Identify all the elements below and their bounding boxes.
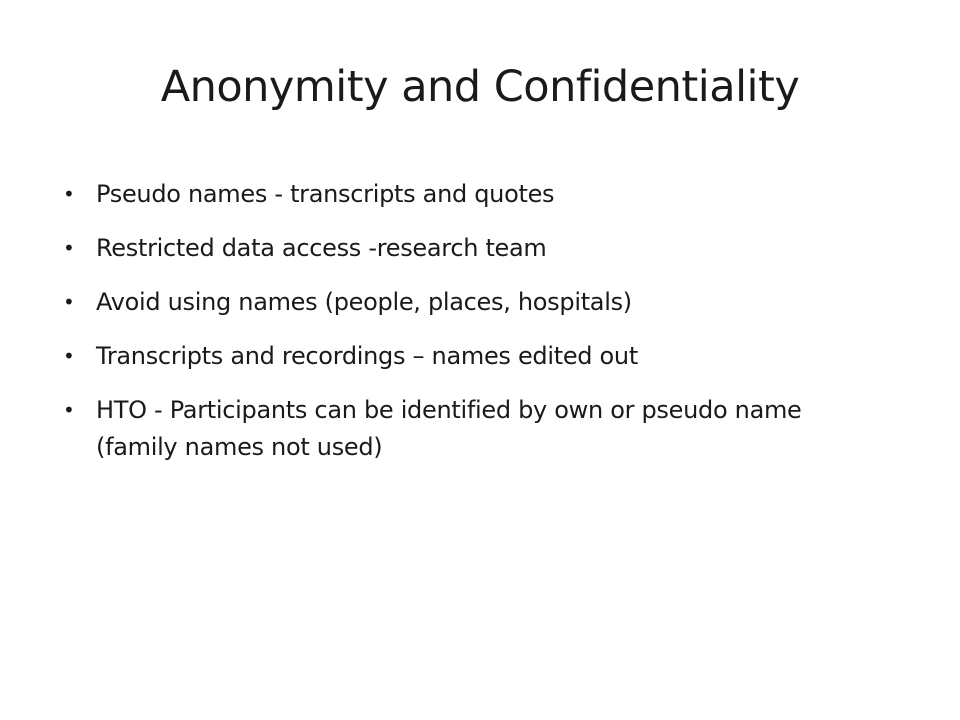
bullet-text: HTO - Participants can be identified by own or pseudo name (family names not used) — [96, 396, 802, 461]
bullet-icon: • — [63, 182, 75, 206]
bullet-icon: • — [63, 398, 75, 422]
bullet-icon: • — [63, 344, 75, 368]
list-item — [60, 392, 820, 466]
bullet-text: Transcripts and recordings – names edited out — [96, 342, 638, 370]
list-item — [60, 338, 820, 375]
bullet-icon: • — [63, 290, 75, 314]
slide-title: Anonymity and Confidentiality — [160, 62, 800, 112]
bullet-text: Pseudo names - transcripts and quotes — [96, 180, 555, 208]
bullet-text: Restricted data access -research team — [96, 234, 547, 262]
bullet-list — [60, 176, 820, 483]
bullet-text: Avoid using names (people, places, hospitals) — [96, 288, 632, 316]
list-item — [60, 176, 820, 213]
list-item — [60, 230, 820, 267]
bullet-icon: • — [63, 236, 75, 260]
list-item — [60, 284, 820, 321]
